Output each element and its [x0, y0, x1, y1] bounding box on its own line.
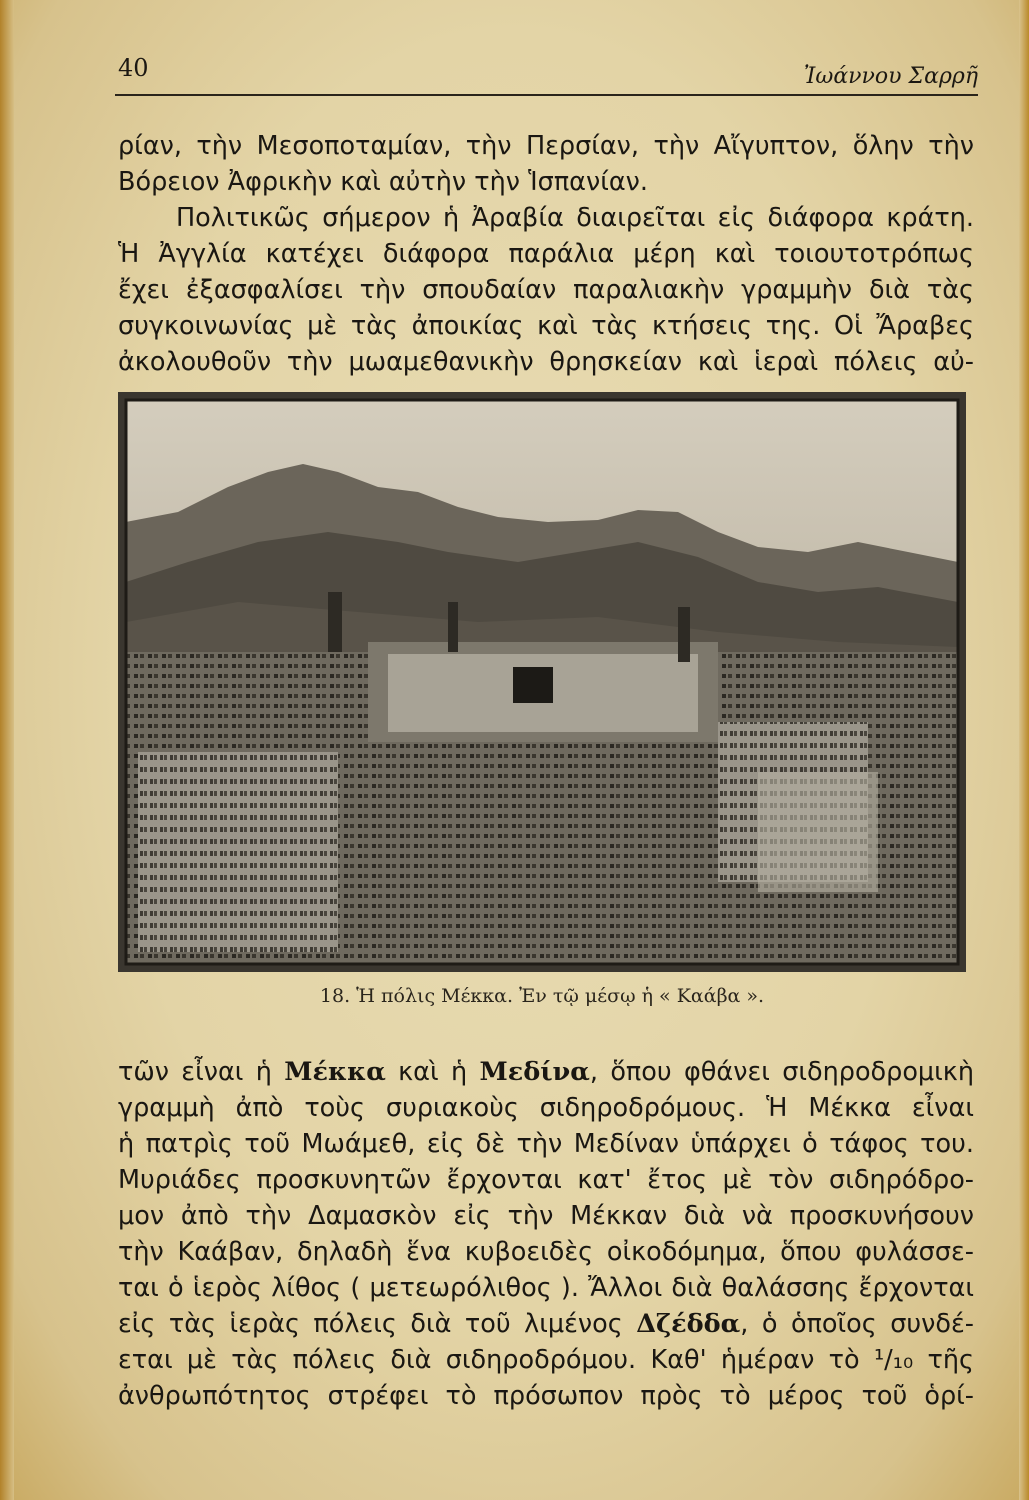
- text-line: Μυριάδες προσκυνητῶν ἔρχονται κατ' ἔτος μὲ τὸν σιδηρόδρο-: [118, 1165, 974, 1195]
- term-mecca: Μέκκα: [284, 1057, 386, 1087]
- term-jeddah: Δζέδδα: [636, 1309, 741, 1339]
- page-edge-right: [1019, 0, 1029, 1500]
- text-fragment: , ὅπου φθάνει σιδηροδρομικὴ: [589, 1057, 974, 1087]
- text-line: [118, 1306, 974, 1342]
- running-head-author: Ἰωάννου Σαρρῆ: [803, 64, 978, 89]
- text-line: ται ὁ ἱερὸς λίθος ( μετεωρόλιθος ). Ἄλλοι διὰ θαλάσσης ἔρχονται: [118, 1273, 974, 1303]
- text-fragment: εἰς τὰς ἱερὰς πόλεις διὰ τοῦ λιμένος: [118, 1309, 637, 1339]
- text-fragment: , ὁ ὁποῖος συνδέ-: [740, 1309, 974, 1339]
- text-fragment: τῶν εἶναι ἡ: [118, 1057, 285, 1087]
- page-header: [115, 48, 978, 96]
- fraction-one-tenth: ¹/₁₀: [873, 1345, 914, 1375]
- text-line: συγκοινωνίας μὲ τὰς ἀποικίας καὶ τὰς κτήσεις της. Οἱ Ἄραβες: [118, 311, 974, 341]
- text-line: ρίαν, τὴν Μεσοποταμίαν, τὴν Περσίαν, τὴν Αἴγυπτον, ὅλην τὴν: [118, 131, 974, 161]
- term-medina: Μεδίνα: [479, 1057, 590, 1087]
- text-line: γραμμὴ ἀπὸ τοὺς συριακοὺς σιδηροδρόμους. Ἡ Μέκκα εἶναι: [118, 1093, 974, 1123]
- text-line: ἀνθρωπότητος στρέφει τὸ πρόσωπον πρὸς τὸ μέρος τοῦ ὁρί-: [118, 1381, 974, 1411]
- paragraph-continuation: [118, 128, 974, 200]
- text-line: μον ἀπὸ τὴν Δαμασκὸν εἰς τὴν Μέκκαν διὰ νὰ προσκυνήσουν: [118, 1201, 974, 1231]
- text-line: Βόρειον Ἀφρικὴν καὶ αὐτὴν τὴν Ἱσπανίαν.: [118, 167, 649, 197]
- page-number: 40: [118, 54, 149, 82]
- header-rule: [115, 94, 978, 96]
- text-line: [118, 1054, 974, 1090]
- text-line: τὴν Καάβαν, δηλαδὴ ἕνα κυβοειδὲς οἰκοδόμημα, ὅπου φυλάσσε-: [118, 1237, 974, 1267]
- text-line: ἡ πατρὶς τοῦ Μωάμεθ, εἰς δὲ τὴν Μεδίναν ὑπάρχει ὁ τάφος του.: [118, 1129, 974, 1159]
- text-line: ἀκολουθοῦν τὴν μωαμεθανικὴν θρησκείαν καὶ ἱεραὶ πόλεις αὐ-: [118, 347, 974, 377]
- text-fragment: εται μὲ τὰς πόλεις διὰ σιδηροδρόμου. Καθ' ἡμέραν τὸ: [118, 1345, 874, 1375]
- mecca-photograph: [118, 392, 966, 972]
- text-line: Πολιτικῶς σήμερον ἡ Ἀραβία διαιρεῖται εἰς διάφορα κράτη.: [176, 203, 974, 233]
- text-line: Ἡ Ἀγγλία κατέχει διάφορα παράλια μέρη καὶ τοιουτοτρόπως: [118, 239, 974, 269]
- paragraph-holy-cities: [118, 1054, 974, 1414]
- text-fragment: καὶ ἡ: [385, 1057, 480, 1087]
- figure-caption: 18. Ἡ πόλις Μέκκα. Ἐν τῷ μέσῳ ἡ « Καάβα ».: [319, 985, 765, 1007]
- text-fragment: τῆς: [913, 1345, 974, 1375]
- figure-mecca-photo: [118, 392, 966, 972]
- page-edge-left: [0, 0, 14, 1500]
- text-line: [118, 1342, 974, 1378]
- text-line: ἔχει ἐξασφαλίσει τὴν σπουδαίαν παραλιακὴν γραμμὴν διὰ τὰς: [118, 275, 974, 305]
- paragraph-politics: [118, 200, 974, 380]
